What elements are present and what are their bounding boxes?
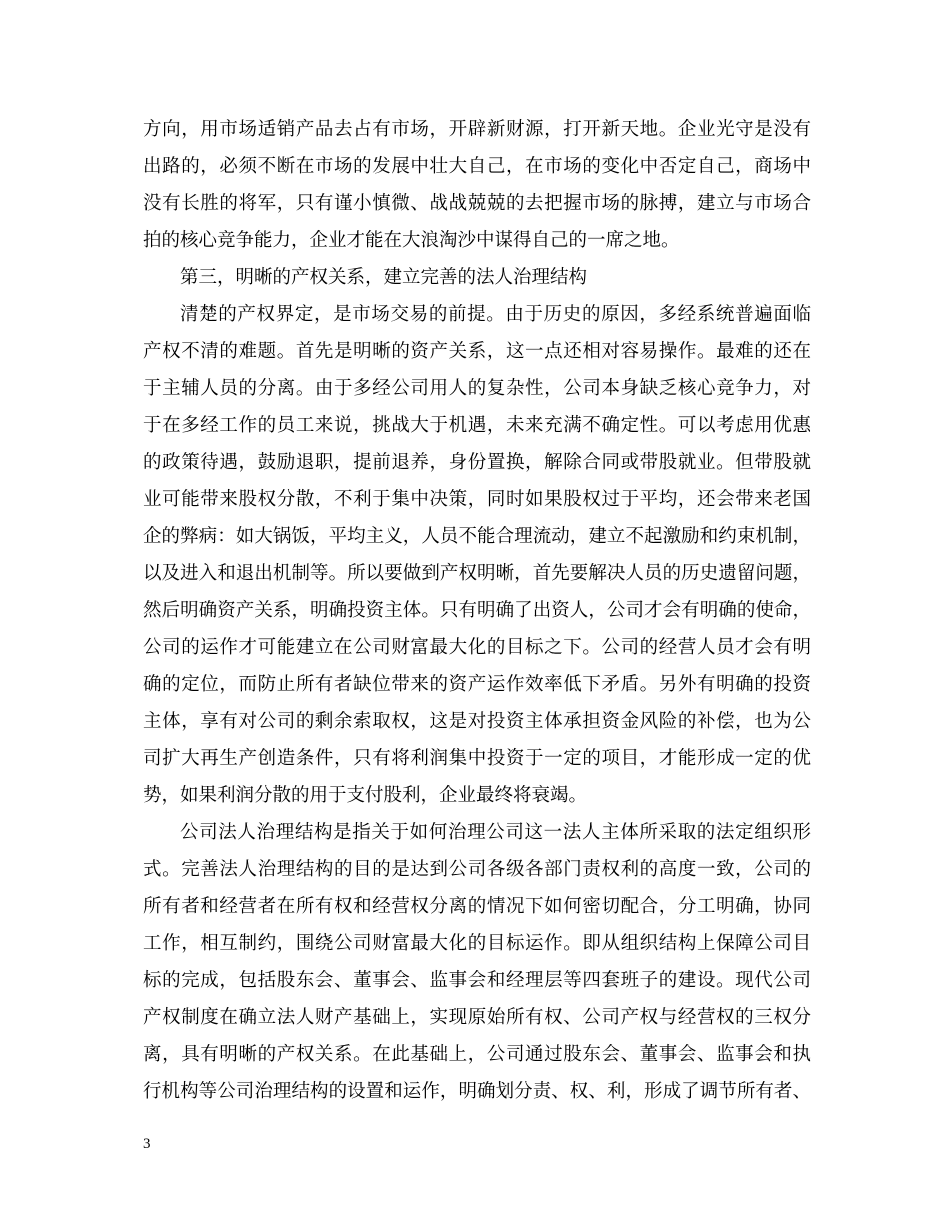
text-line: 工作，相互制约，围绕公司财富最大化的目标运作。即从组织结构上保障公司目 [143, 933, 811, 954]
page-number: 3 [143, 1136, 151, 1152]
text-line: 主体，享有对公司的剩余索取权，这是对投资主体承担资金风险的补偿，也为公 [143, 711, 811, 732]
text-line: 所有者和经营者在所有权和经营权分离的情况下如何密切配合，分工明确，协同 [143, 896, 811, 917]
text-line: 离，具有明晰的产权关系。在此基础上，公司通过股东会、董事会、监事会和执 [143, 1044, 811, 1065]
text-line: 出路的，必须不断在市场的发展中壮大自己，在市场的变化中否定自己，商场中 [143, 156, 811, 177]
text-line: 方向，用市场适销产品去占有市场，开辟新财源，打开新天地。企业光守是没有 [143, 119, 811, 140]
text-line: 清楚的产权界定，是市场交易的前提。由于历史的原因，多经系统普遍面临 [180, 304, 811, 325]
text-line: 业可能带来股权分散，不利于集中决策，同时如果股权过于平均，还会带来老国 [143, 489, 811, 510]
text-line: 产权不清的难题。首先是明晰的资产关系，这一点还相对容易操作。最难的还在 [143, 341, 811, 362]
text-line: 公司法人治理结构是指关于如何治理公司这一法人主体所采取的法定组织形 [180, 822, 811, 843]
text-line: 司扩大再生产创造条件，只有将利润集中投资于一定的项目，才能形成一定的优 [143, 748, 811, 769]
text-line: 没有长胜的将军，只有谨小慎微、战战兢兢的去把握市场的脉搏，建立与市场合 [143, 193, 811, 214]
text-line: 行机构等公司治理结构的设置和运作，明确划分责、权、利，形成了调节所有者、 [143, 1081, 811, 1102]
text-line: 于在多经工作的员工来说，挑战大于机遇，未来充满不确定性。可以考虑用优惠 [143, 415, 811, 436]
text-line: 拍的核心竞争能力，企业才能在大浪淘沙中谋得自己的一席之地。 [143, 230, 680, 251]
text-line: 确的定位，而防止所有者缺位带来的资产运作效率低下矛盾。另外有明确的投资 [143, 674, 811, 695]
text-line: 产权制度在确立法人财产基础上，实现原始所有权、公司产权与经营权的三权分 [143, 1007, 811, 1028]
text-line: 于主辅人员的分离。由于多经公司用人的复杂性，公司本身缺乏核心竞争力，对 [143, 378, 811, 399]
text-line: 以及进入和退出机制等。所以要做到产权明晰，首先要解决人员的历史遗留问题， [143, 563, 811, 584]
text-line: 企的弊病：如大锅饭，平均主义，人员不能合理流动，建立不起激励和约束机制， [143, 526, 811, 547]
text-line: 公司的运作才可能建立在公司财富最大化的目标之下。公司的经营人员才会有明 [143, 637, 811, 658]
text-line: 势，如果利润分散的用于支付股利，企业最终将衰竭。 [143, 785, 588, 806]
section-heading: 第三，明晰的产权关系，建立完善的法人治理结构 [180, 267, 588, 288]
text-line: 式。完善法人治理结构的目的是达到公司各级各部门责权利的高度一致，公司的 [143, 859, 811, 880]
text-line: 的政策待遇，鼓励退职，提前退养，身份置换，解除合同或带股就业。但带股就 [143, 452, 811, 473]
text-line: 标的完成，包括股东会、董事会、监事会和经理层等四套班子的建设。现代公司 [143, 970, 811, 991]
text-line: 然后明确资产关系，明确投资主体。只有明确了出资人，公司才会有明确的使命， [143, 600, 811, 621]
